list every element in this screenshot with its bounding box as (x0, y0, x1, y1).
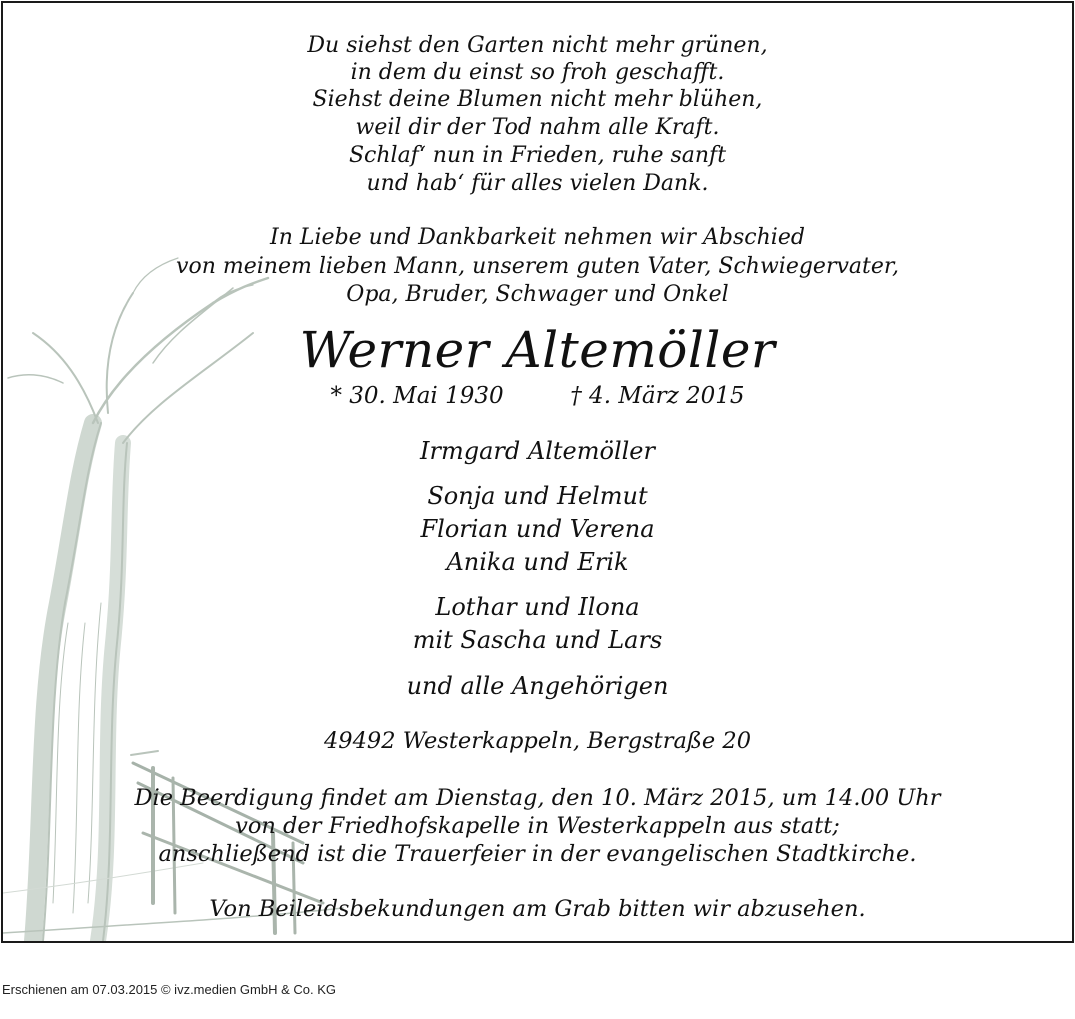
mourner-line: Florian und Verena (420, 515, 655, 543)
poem-line: und hab‘ für alles vielen Dank. (366, 171, 709, 196)
death-date: † 4. März 2015 (570, 383, 745, 409)
mourner-line: und alle Angehörigen (406, 672, 669, 700)
funeral-line: anschließend ist die Trauerfeier in der evangelischen Stadtkirche. (158, 841, 917, 867)
obituary-text (3, 3, 1072, 941)
funeral-line: Die Beerdigung findet am Dienstag, den 10. März 2015, um 14.00 Uhr (134, 785, 941, 811)
mourner-line: Sonja und Helmut (427, 482, 648, 510)
life-dates (3, 383, 1072, 409)
mourner-line: Irmgard Altemöller (420, 437, 655, 465)
funeral-line: von der Friedhofskapelle in Westerkappeln aus statt; (235, 813, 840, 839)
mourner-line: Anika und Erik (446, 548, 629, 576)
poem-line: Du siehst den Garten nicht mehr grünen, (307, 33, 768, 58)
obituary-frame (1, 1, 1074, 943)
mourner-line: mit Sascha und Lars (412, 626, 663, 654)
poem-line: weil dir der Tod nahm alle Kraft. (355, 115, 720, 140)
address: 49492 Westerkappeln, Bergstraße 20 (323, 728, 752, 754)
poem-line: Siehst deine Blumen nicht mehr blühen, (312, 87, 763, 112)
poem-line: in dem du einst so froh geschafft. (350, 60, 725, 85)
deceased-name: Werner Altemöller (299, 321, 776, 379)
intro-line: Opa, Bruder, Schwager und Onkel (346, 282, 729, 307)
closing-note: Von Beileidsbekundungen am Grab bitten wir abzusehen. (209, 896, 866, 922)
intro-line: In Liebe und Dankbarkeit nehmen wir Abschied (270, 225, 805, 250)
birth-date: * 30. Mai 1930 (330, 383, 504, 409)
intro-line: von meinem lieben Mann, unserem guten Vater, Schwiegervater, (176, 254, 899, 279)
poem-line: Schlaf‘ nun in Frieden, ruhe sanft (348, 143, 727, 168)
mourner-line: Lothar und Ilona (435, 593, 640, 621)
publication-footer: Erschienen am 07.03.2015 © ivz.medien GmbH & Co. KG (2, 982, 337, 997)
